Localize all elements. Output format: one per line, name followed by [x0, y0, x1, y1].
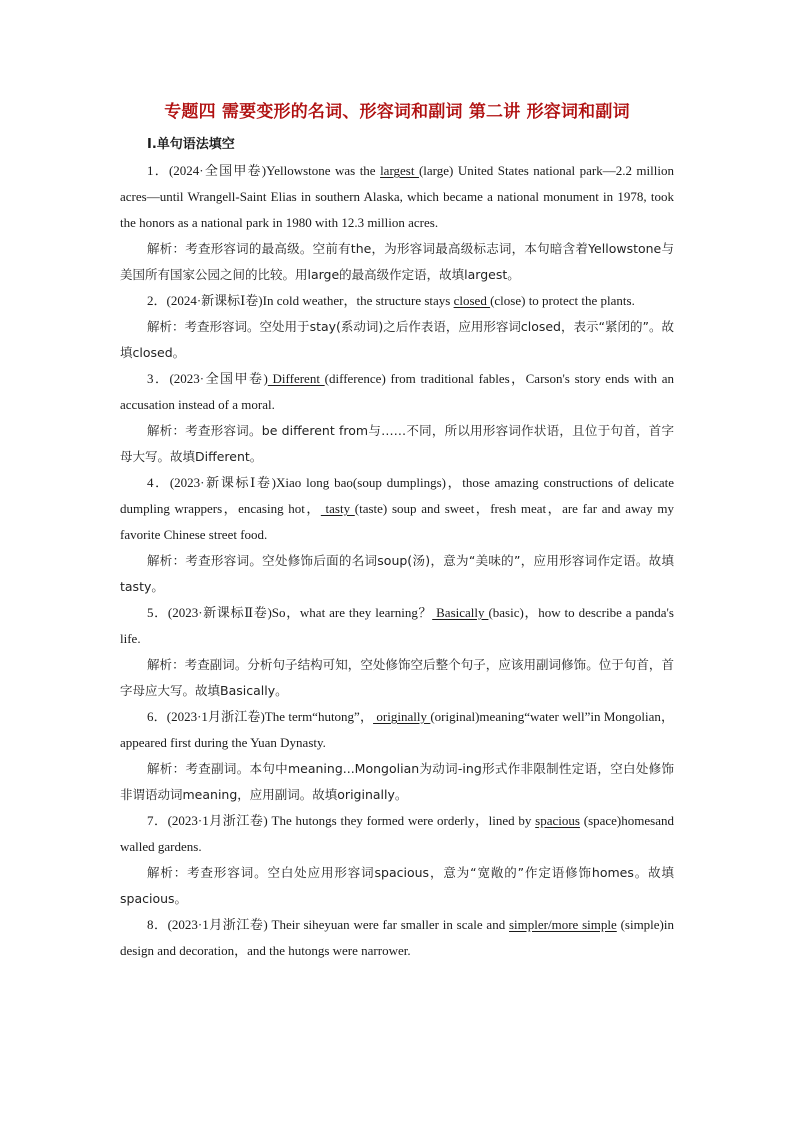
- analysis-label: 解析: [147, 423, 173, 438]
- analysis-text: [120, 652, 674, 704]
- question-item: [120, 600, 674, 704]
- question-number: 4．: [147, 475, 170, 490]
- question-text: [120, 704, 674, 756]
- analysis-body: ：考查形容词。空处用于stay(系动词)之后作表语，应用形容词closed，表示“紧闭的”。故填closed。: [120, 319, 674, 360]
- question-stem-before: (2023·1月浙江卷) The hutongs they formed were orderly，lined by: [167, 813, 536, 828]
- question-stem-before: (2024·新课标Ⅰ卷)In cold weather，the structure stays: [166, 293, 454, 308]
- question-number: 1．: [147, 163, 169, 178]
- answer-blank: closed: [453, 293, 491, 308]
- question-stem-after: (simple)in design and decoration，and the hutongs were narrower.: [120, 917, 675, 958]
- question-item: [120, 288, 674, 366]
- question-item: [120, 912, 674, 964]
- question-stem-before: (2024·全国甲卷)Yellowstone was the: [168, 163, 381, 178]
- analysis-text: [120, 418, 674, 470]
- question-stem-after: (taste) soup and sweet，fresh meat，are far and away my favorite Chinese street food.: [120, 501, 674, 542]
- analysis-label: 解析: [147, 241, 173, 256]
- analysis-text: [120, 756, 674, 808]
- analysis-text: [120, 236, 674, 288]
- analysis-label: 解析: [147, 865, 174, 880]
- question-stem-before: (2023·1月浙江卷)The term“hutong”，: [166, 709, 374, 724]
- question-number: 3．: [147, 371, 170, 386]
- answer-blank: largest: [380, 163, 419, 178]
- question-text: [120, 808, 674, 860]
- question-item: [120, 366, 674, 470]
- analysis-label: 解析: [147, 319, 173, 334]
- answer-blank: Basically: [432, 605, 489, 620]
- question-number: 5．: [147, 605, 168, 620]
- analysis-label: 解析: [147, 553, 173, 568]
- question-stem-before: (2023·1月浙江卷) Their siheyuan were far smaller in scale and: [167, 917, 509, 932]
- question-number: 8．: [147, 917, 168, 932]
- question-text: [120, 470, 674, 548]
- question-text: [120, 288, 674, 314]
- question-number: 2．: [147, 293, 167, 308]
- question-stem-after: (basic)，how to describe a panda's life.: [120, 605, 674, 646]
- answer-blank: Different: [267, 371, 325, 386]
- question-stem-after: (close) to protect the plants.: [490, 293, 635, 308]
- analysis-body: ：考查形容词。空白处应用形容词spacious，意为“宽敞的”作定语修饰homes。故填spacious。: [120, 865, 674, 906]
- question-text: [120, 366, 674, 418]
- analysis-body: ：考查形容词。be different from与……不同，所以用形容词作状语，且位于句首，首字母大写。故填Different。: [120, 423, 674, 464]
- analysis-body: ：考查副词。分析句子结构可知，空处修饰空后整个句子，应该用副词修饰。位于句首，首字母应大写。故填Basically。: [120, 657, 674, 698]
- question-stem-before: (2023·全国甲卷): [169, 371, 268, 386]
- answer-blank: spacious: [535, 813, 580, 828]
- analysis-body: ：考查形容词。空处修饰后面的名词soup(汤)，意为“美味的”，应用形容词作定语。故填tasty。: [120, 553, 674, 594]
- question-stem-after: (space)homesand walled gardens.: [120, 813, 674, 854]
- section-heading: Ⅰ.单句语法填空: [147, 137, 235, 152]
- question-item: [120, 158, 674, 288]
- analysis-body: ：考查形容词的最高级。空前有the，为形容词最高级标志词，本句暗含着Yellowstone与美国所有国家公园之间的比较。用large的最高级作定语，故填largest。: [120, 241, 674, 282]
- question-item: [120, 470, 674, 600]
- analysis-label: 解析: [147, 761, 173, 776]
- question-text: [120, 158, 674, 236]
- question-text: [120, 600, 674, 652]
- question-stem-after: (large) United States national park—2.2 million acres—until Wrangell-Saint Elias in southern Alaska, which became a national monument in 1978, took the honors as a national park in 1980 with 12.3 million acres.: [120, 163, 674, 230]
- analysis-label: 解析: [147, 657, 173, 672]
- analysis-text: [120, 548, 674, 600]
- question-stem-after: (original)meaning“water well”in Mongolian，appeared first during the Yuan Dynasty.: [120, 709, 674, 750]
- analysis-text: [120, 314, 674, 366]
- question-item: [120, 704, 674, 808]
- question-stem-before: (2023·新课标Ⅱ卷)So，what are they learning？: [167, 605, 433, 620]
- analysis-text: [120, 860, 674, 912]
- question-number: 7．: [147, 813, 168, 828]
- answer-blank: originally: [373, 709, 431, 724]
- question-list: [120, 158, 674, 964]
- answer-blank: simpler/more simple: [509, 917, 617, 932]
- answer-blank: tasty: [320, 501, 355, 516]
- question-stem-before: (2023·新课标Ⅰ卷)Xiao long bao(soup dumplings)，those amazing constructions of delicate dumpling wrappers，encasing hot，: [120, 475, 674, 516]
- page-title: 专题四 需要变形的名词、形容词和副词 第二讲 形容词和副词: [164, 102, 630, 122]
- analysis-body: ：考查副词。本句中meaning...Mongolian为动词-ing形式作非限制性定语，空白处修饰非谓语动词meaning，应用副词。故填originally。: [120, 761, 674, 802]
- question-stem-after: (difference) from traditional fables，Carson's story ends with an accusation instead of a moral.: [120, 371, 674, 412]
- question-text: [120, 912, 674, 964]
- question-item: [120, 808, 674, 912]
- question-number: 6．: [147, 709, 167, 724]
